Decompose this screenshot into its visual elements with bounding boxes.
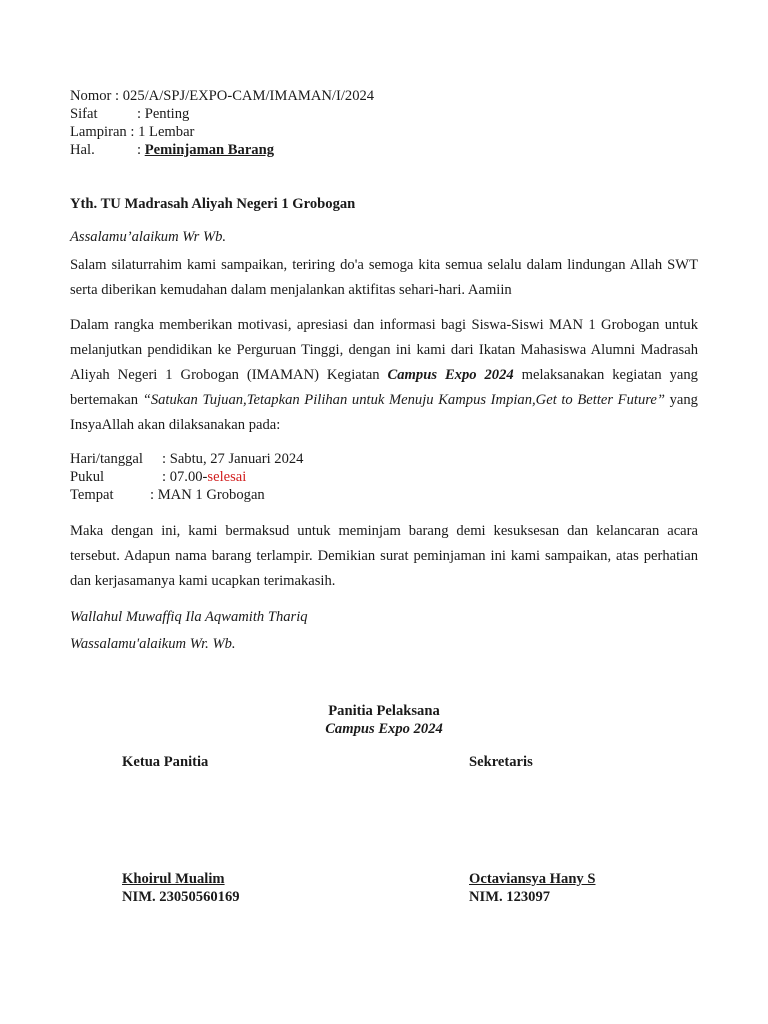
- paragraph-opening: Salam silaturrahim kami sampaikan, teriring do'a semoga kita semua selalu dalam lindungan Allah SWT serta diberikan kemudahan dalam menjalankan aktifitas sehari-hari. Aamiin: [70, 257, 698, 298]
- lampiran-line: Lampiran : 1 Lembar: [70, 124, 195, 140]
- secretary-name: Octaviansya Hany S: [469, 871, 596, 887]
- event-name: Campus Expo 2024: [387, 367, 514, 383]
- committee-event: Campus Expo 2024: [325, 721, 443, 737]
- purpose-text-2: melaksanakan kegiatan yang bertemakan: [70, 367, 698, 408]
- lampiran-value: 1 Lembar: [138, 124, 195, 140]
- nomor-line: Nomor : 025/A/SPJ/EXPO-CAM/IMAMAN/I/2024: [70, 88, 375, 104]
- hal-label: Hal.: [70, 142, 95, 158]
- recipient-prefix: Yth: [70, 196, 94, 212]
- recipient-name: TU Madrasah Aliyah Negeri 1 Grobogan: [100, 196, 356, 212]
- place-value: MAN 1 Grobogan: [157, 487, 265, 503]
- time-value: 07.00-: [169, 469, 208, 485]
- hal-line: Hal. : Peminjaman Barang: [70, 142, 275, 158]
- paragraph-purpose: [70, 313, 698, 438]
- chair-title: Ketua Panitia: [122, 754, 209, 770]
- schedule-time: Pukul : 07.00-selesai: [70, 469, 247, 485]
- purpose-text-1: Dalam rangka memberikan motivasi, apresiasi dan informasi bagi Siswa-Siswi MAN 1 Grobogan untuk melanjutkan pendidikan ke Perguruan Tinggi, dengan ini kami dari Ikatan Mahasiswa Alumni Madrasah Aliyah Negeri 1 Grobogan (IMAMAN) Kegiatan: [70, 317, 698, 383]
- schedule-day: Hari/tanggal : Sabtu, 27 Januari 2024: [70, 451, 304, 467]
- chair-name: Khoirul Mualim: [122, 871, 225, 887]
- nomor-value: 025/A/SPJ/EXPO-CAM/IMAMAN/I/2024: [122, 88, 375, 104]
- secretary-nim: NIM. 123097: [469, 889, 551, 905]
- nomor-label: Nomor: [70, 88, 112, 104]
- sifat-label: Sifat: [70, 106, 98, 122]
- purpose-text-3: yang InsyaAllah akan dilaksanakan pada:: [70, 392, 698, 433]
- chair-nim: NIM. 23050560169: [122, 889, 240, 905]
- time-end: selesai: [207, 469, 247, 485]
- secretary-title: Sekretaris: [469, 754, 533, 770]
- time-label: Pukul: [70, 469, 105, 485]
- paragraph-request: Maka dengan ini, kami bermaksud untuk meminjam barang demi kesuksesan dan kelancaran acara tersebut. Adapun nama barang terlampir. Demikian surat peminjaman ini kami sampaikan, atas perhatian dan kerjasamanya kami ucapkan terimakasih.: [70, 523, 698, 589]
- recipient-line: Yth. TU Madrasah Aliyah Negeri 1 Grobogan: [70, 196, 356, 212]
- event-theme: “Satukan Tujuan,Tetapkan Pilihan untuk Menuju Kampus Impian,Get to Better Future”: [142, 392, 665, 408]
- closing-salam: Wassalamu'alaikum Wr. Wb.: [70, 636, 236, 652]
- greeting: Assalamu’alaikum Wr Wb.: [70, 229, 227, 245]
- committee-title: Panitia Pelaksana: [328, 703, 440, 719]
- place-label: Tempat: [70, 487, 114, 503]
- sifat-line: Sifat : Penting: [70, 106, 190, 122]
- lampiran-label: Lampiran: [70, 124, 127, 140]
- schedule-place: Tempat : MAN 1 Grobogan: [70, 487, 265, 503]
- day-label: Hari/tanggal: [70, 451, 143, 467]
- sifat-value: Penting: [144, 106, 190, 122]
- hal-value: Peminjaman Barang: [144, 142, 275, 158]
- day-value: Sabtu, 27 Januari 2024: [169, 451, 304, 467]
- closing-prayer: Wallahul Muwaffiq Ila Aqwamith Thariq: [70, 609, 308, 625]
